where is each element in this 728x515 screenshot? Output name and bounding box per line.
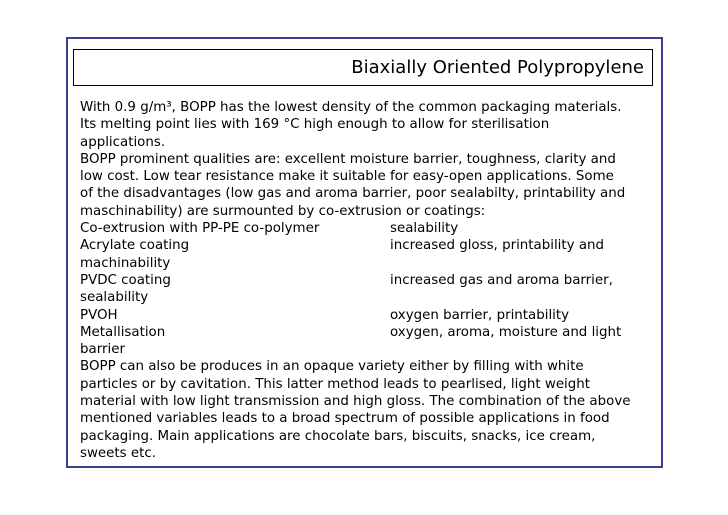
treatment-row (80, 324, 660, 341)
treatment-row (80, 237, 660, 254)
intro-line: applications. (80, 134, 166, 150)
treatment-benefit: oxygen, aroma, moisture and light (390, 324, 622, 340)
treatment-benefit: increased gloss, printability and (390, 238, 605, 254)
treatment-row (80, 272, 660, 289)
treatment-process: PVOH (80, 307, 118, 323)
treatment-benefit: oxygen barrier, printability (390, 307, 570, 323)
treatment-row (80, 220, 660, 237)
treatment-benefit: increased gas and aroma barrier, (390, 272, 613, 288)
closing-line: mentioned variables leads to a broad spectrum of possible applications in food (80, 411, 610, 427)
treatment-benefit-continuation: barrier (80, 342, 125, 358)
treatment-process: Metallisation (80, 324, 166, 340)
treatment-row (80, 307, 660, 324)
intro-line: maschinability) are surmounted by co-extrusion or coatings: (80, 203, 486, 219)
treatment-process: Acrylate coating (80, 238, 190, 254)
slide-title: Biaxially Oriented Polypropylene (351, 57, 644, 78)
closing-line: BOPP can also be produces in an opaque variety either by filling with white (80, 359, 584, 375)
title-box (73, 49, 653, 86)
closing-line: packaging. Main applications are chocolate bars, biscuits, snacks, ice cream, (80, 428, 596, 444)
intro-line: Its melting point lies with 169 °C high enough to allow for sterilisation (80, 117, 550, 133)
intro-line: With 0.9 g/m³, BOPP has the lowest density of the common packaging materials. (80, 100, 622, 115)
closing-line: material with low light transmission and high gloss. The combination of the above (80, 394, 631, 410)
closing-line: sweets etc. (80, 445, 156, 461)
treatment-benefit-continuation: sealability (80, 290, 149, 306)
treatment-benefit: sealability (390, 221, 459, 237)
treatment-process: Co-extrusion with PP-PE co-polymer (80, 221, 320, 237)
intro-line: BOPP prominent qualities are: excellent moisture barrier, toughness, clarity and (80, 151, 616, 167)
closing-line: particles or by cavitation. This latter method leads to pearlised, light weight (80, 376, 591, 392)
slide-body (80, 99, 660, 462)
treatment-process: PVDC coating (80, 272, 171, 288)
slide-frame (66, 37, 663, 468)
intro-line: of the disadvantages (low gas and aroma barrier, poor sealabilty, printability and (80, 186, 626, 202)
intro-line: low cost. Low tear resistance make it suitable for easy-open applications. Some (80, 169, 614, 185)
treatment-benefit-continuation: machinability (80, 255, 171, 271)
